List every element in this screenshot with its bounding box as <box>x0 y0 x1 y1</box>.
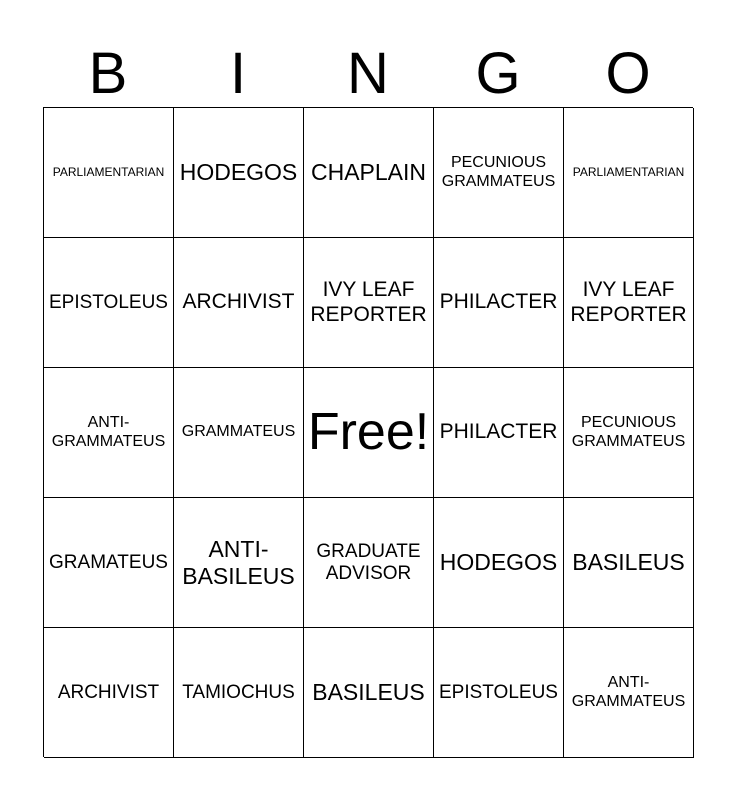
bingo-cell[interactable]: ARCHIVIST <box>44 628 174 758</box>
bingo-cell[interactable]: ANTI-GRAMMATEUS <box>44 368 174 498</box>
header-letter-g: G <box>475 41 521 106</box>
bingo-cell[interactable]: PARLIAMENTARIAN <box>564 108 694 238</box>
bingo-cell[interactable]: EPISTOLEUS <box>434 628 564 758</box>
bingo-cell[interactable]: TAMIOCHUS <box>174 628 304 758</box>
free-space-cell[interactable]: Free! <box>304 368 434 498</box>
bingo-cell[interactable]: ANTI-GRAMMATEUS <box>564 628 694 758</box>
bingo-cell[interactable]: PECUNIOUS GRAMMATEUS <box>564 368 694 498</box>
header-letter-n: N <box>347 41 389 106</box>
bingo-cell[interactable]: GRAMMATEUS <box>174 368 304 498</box>
bingo-cell[interactable]: GRAMATEUS <box>44 498 174 628</box>
header-letter-b: B <box>88 41 128 106</box>
bingo-cell[interactable]: ARCHIVIST <box>174 238 304 368</box>
bingo-cell[interactable]: IVY LEAF REPORTER <box>304 238 434 368</box>
bingo-cell[interactable]: HODEGOS <box>174 108 304 238</box>
bingo-cell[interactable]: HODEGOS <box>434 498 564 628</box>
bingo-cell[interactable]: ANTI-BASILEUS <box>174 498 304 628</box>
bingo-header <box>43 42 693 106</box>
bingo-board <box>43 107 693 757</box>
bingo-cell[interactable]: CHAPLAIN <box>304 108 434 238</box>
header-letter-i: I <box>229 41 247 106</box>
bingo-cell[interactable]: PECUNIOUS GRAMMATEUS <box>434 108 564 238</box>
bingo-cell[interactable]: PHILACTER <box>434 238 564 368</box>
header-letter-o: O <box>605 41 651 106</box>
bingo-cell[interactable]: EPISTOLEUS <box>44 238 174 368</box>
bingo-cell[interactable]: PARLIAMENTARIAN <box>44 108 174 238</box>
bingo-cell[interactable]: BASILEUS <box>564 498 694 628</box>
bingo-cell[interactable]: BASILEUS <box>304 628 434 758</box>
bingo-cell[interactable]: PHILACTER <box>434 368 564 498</box>
bingo-cell[interactable]: GRADUATE ADVISOR <box>304 498 434 628</box>
bingo-cell[interactable]: IVY LEAF REPORTER <box>564 238 694 368</box>
